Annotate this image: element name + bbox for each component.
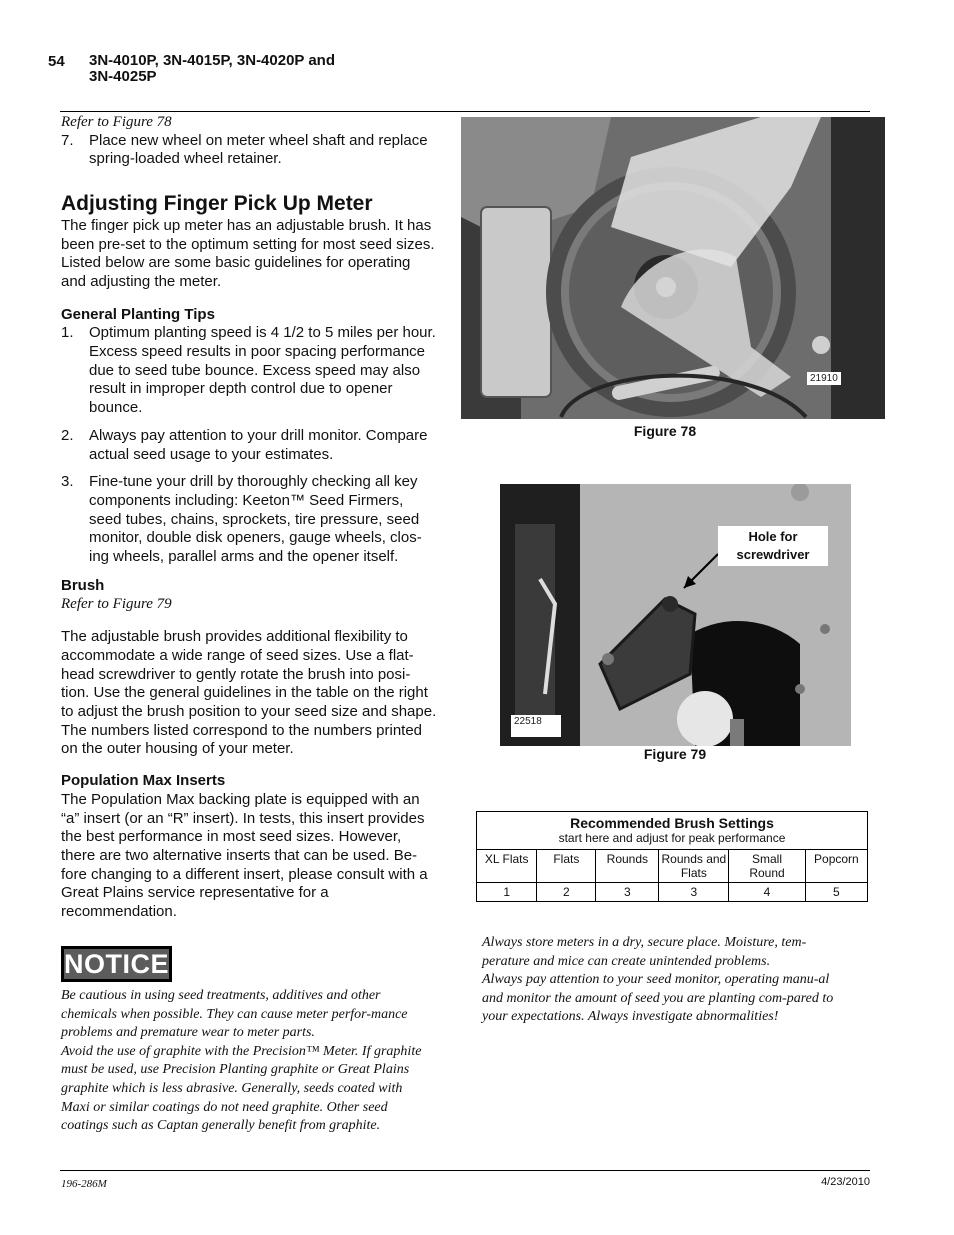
table-title: Recommended Brush Settings (570, 815, 774, 831)
table-header-cell: Popcorn (805, 850, 867, 883)
tip-3 (61, 473, 437, 567)
figure-79-tag: 22518 (511, 715, 561, 737)
manual-title-line1: 3N-4010P, 3N-4015P, 3N-4020P and (89, 52, 335, 69)
step-7-text: Place new wheel on meter wheel shaft and replace spring-loaded wheel retainer. (89, 131, 428, 168)
table-header-row (477, 850, 868, 883)
table-header-cell: XL Flats (477, 850, 537, 883)
header-rule (60, 111, 870, 112)
brush-heading: Brush (61, 576, 105, 594)
population-max-heading: Population Max Inserts (61, 772, 226, 790)
intro-paragraph: The finger pick up meter has an adjustable brush. It has been pre-set to the optimum setting for most seed sizes. Listed below are some basic guidelines for operating and adjusting the meter. (61, 216, 435, 290)
table-value-row (477, 883, 868, 902)
population-max-paragraph: The Population Max backing plate is equipped with an “a” insert (or an “R” insert). In tests, this insert provides the best performance in most seed sizes. However, there are two alternative inserts that can be used. Be-fore changing to a different insert, please consult with a Great Plains service representative for a recommendation. (61, 790, 428, 921)
notice-paragraph-1: Be cautious in using seed treatments, additives and other chemicals when possible. They can cause meter perfor-mance problems and premature wear to meter parts. (61, 988, 408, 1041)
table-header-cell: Small Round (729, 850, 806, 883)
tip-number: 3. (61, 473, 74, 491)
figure-79-callout: Hole for screwdriver (718, 526, 828, 566)
tip-text: Always pay attention to your drill monitor. Compare actual seed usage to your estimates. (89, 426, 428, 463)
table-value-cell: 3 (659, 883, 729, 902)
table-value-cell: 1 (477, 883, 537, 902)
table-caption-row (477, 812, 868, 850)
figure-79-photo (500, 484, 851, 746)
footer-rule (60, 1170, 870, 1171)
general-planting-tips-heading: General Planting Tips (61, 305, 215, 323)
table-header-cell: Rounds and Flats (659, 850, 729, 883)
tip-number: 2. (61, 426, 74, 444)
table-value-cell: 3 (596, 883, 659, 902)
brush-paragraph: The adjustable brush provides additional flexibility to accommodate a wide range of seed sizes. Use a flat-head screwdriver to gently rotate the brush into posi-tion. Use the general guidelines in the table on the right to adjust the brush position to your seed size and shape. The numbers listed correspond to the numbers printed on the outer housing of your meter. (61, 628, 437, 758)
notice-text (61, 987, 433, 1136)
tip-2 (61, 427, 437, 464)
section-title: Adjusting Finger Pick Up Meter (61, 192, 373, 216)
table-subtitle: start here and adjust for peak performance (558, 831, 786, 845)
refer-figure-78: Refer to Figure 78 (61, 114, 172, 130)
figure-78-photo (461, 117, 885, 419)
brush-settings-table-wrapper (476, 811, 868, 902)
storage-note (482, 934, 852, 1027)
step-7 (61, 132, 437, 169)
document-number: 196-286M (61, 1178, 107, 1190)
revision-date: 4/23/2010 (821, 1176, 870, 1188)
tip-text: Fine-tune your drill by thoroughly checking all key components including: Keeton™ Seed Firmers, seed tubes, chains, sprockets, tire pressure, seed monitor, double disk openers, gauge wheels, clos-ing wheels, parallel arms and the opener itself. (89, 473, 422, 566)
manual-title-line2: 3N-4025P (89, 68, 157, 85)
tip-text: Optimum planting speed is 4 1/2 to 5 miles per hour. Excess speed results in poor spacing performance due to seed tube bounce. Excess speed may also result in improper depth control due to opener bounce. (89, 324, 436, 417)
figure-78-tag: 21910 (807, 372, 841, 385)
storage-paragraph-2: Always pay attention to your seed monitor, operating manu-al and monitor the amount of seed you are planting com-pared to your expectations. Always investigate abnormalities! (482, 972, 834, 1025)
figure-79-caption: Figure 79 (643, 746, 707, 762)
figure-79-illustration (500, 484, 851, 746)
tip-1 (61, 324, 437, 418)
table-caption-cell (477, 812, 868, 850)
storage-paragraph-1: Always store meters in a dry, secure place. Moisture, tem-perature and mice can create unintended problems. (482, 935, 807, 969)
page-number: 54 (48, 53, 65, 70)
notice-paragraph-2: Avoid the use of graphite with the Precision™ Meter. If graphite must be used, use Precision Planting graphite or Great Plains graphite which is less abrasive. Generally, seeds coated with Maxi or similar coatings do not need graphite. Other seed coatings such as Captan generally benefit from graphite. (61, 1043, 422, 1134)
table-header-cell: Rounds (596, 850, 659, 883)
table-value-cell: 5 (805, 883, 867, 902)
tip-number: 1. (61, 324, 74, 342)
table-value-cell: 4 (729, 883, 806, 902)
manual-title (89, 53, 389, 85)
brush-settings-table (476, 811, 868, 902)
notice-badge (61, 946, 172, 982)
table-header-cell: Flats (537, 850, 596, 883)
left-column (61, 113, 437, 922)
refer-figure-79: Refer to Figure 79 (61, 596, 172, 613)
figure-78-caption: Figure 78 (633, 423, 697, 439)
notice-label: NOTICE (64, 948, 170, 979)
table-value-cell: 2 (537, 883, 596, 902)
step-7-number: 7. (61, 131, 74, 149)
